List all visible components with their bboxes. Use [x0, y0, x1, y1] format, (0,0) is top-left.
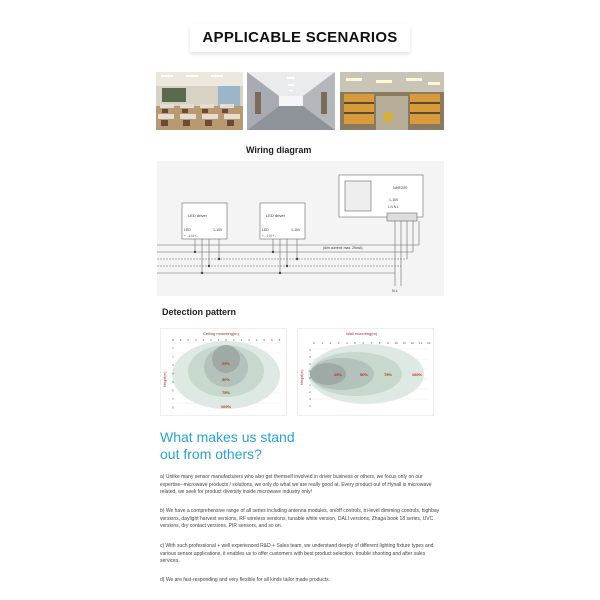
- driver-label-2: LED driver: [266, 213, 285, 218]
- warehouse-photo: [340, 72, 444, 130]
- ceiling-zone-label: 50%: [221, 377, 231, 382]
- ceiling-x-tick: 2: [240, 338, 243, 342]
- classroom-photo: [156, 72, 243, 130]
- led-label-1: LED: [184, 228, 191, 232]
- run-note: (dim current: max. 20mA): [323, 246, 363, 250]
- wall-y-label: Height(m): [300, 369, 304, 385]
- wall-zone-label: 75%: [383, 372, 393, 377]
- ceiling-x-tick: 5: [187, 338, 190, 342]
- ceiling-y-tick: 3: [172, 363, 174, 367]
- ceiling-y-label: Height(m): [163, 371, 167, 387]
- ceiling-y-tick: 4: [172, 371, 174, 376]
- ceiling-x-tick: 4: [255, 338, 258, 342]
- wall-y-tick: 2: [309, 362, 311, 366]
- ceiling-x-tick: 4: [194, 338, 197, 342]
- wall-zone-label: 100%: [411, 372, 423, 377]
- wall-x-tick: 4: [345, 341, 348, 345]
- ceiling-y-tick: 7: [172, 397, 174, 401]
- page-title: APPLICABLE SCENARIOS: [190, 24, 410, 52]
- ceiling-y-tick: 5: [172, 380, 174, 384]
- ceiling-x-tick: 8: [172, 338, 174, 342]
- mains-label: N L: [392, 289, 398, 293]
- wall-x-tick: 6: [362, 341, 365, 345]
- wall-x-tick: 1: [321, 341, 324, 345]
- about-heading-line1: What makes us stand: [160, 429, 295, 445]
- dim-label-1: 1-10V: [213, 228, 223, 232]
- wall-y-tick: 4: [309, 348, 311, 352]
- ceiling-x-tick: 5: [263, 338, 266, 342]
- ceiling-x-tick: 6: [270, 338, 273, 342]
- ceiling-y-tick: 8: [172, 405, 174, 410]
- wall-x-tick: 7: [370, 341, 373, 345]
- ceiling-x-tick: 8: [278, 338, 281, 342]
- wall-title: Wall mounting(m): [346, 331, 378, 336]
- paragraph-d: d) We are fast-responding and very flexible for all kinds tailor made products.: [160, 577, 330, 583]
- sensor-pins: L N N L: [388, 205, 399, 209]
- wall-y-tick: 4: [309, 404, 311, 408]
- ceiling-zone-label: 100%: [220, 404, 232, 409]
- wall-x-tick: 12: [410, 341, 415, 345]
- wall-y-tick: 3: [309, 355, 311, 359]
- about-heading-line2: out from others?: [160, 446, 262, 462]
- wall-x-tick: 8: [378, 341, 381, 345]
- paragraph-b: b) We have a comprehensive range of all series including antenna modules, on/off controls, tri-level dimming controls, highbay versions, daylight harvest versions, RF wireless versions, tunable white version, DALI versions, Zhaga book 18 series, UVC versions, dry contact versions, PIR sensors, and so on.: [160, 508, 440, 530]
- ceiling-x-tick: 3: [202, 338, 205, 342]
- paragraph-c: c) With such professional + well experienced R&D + Sales team, we understand deeply of different lighting fixture types and various sensor applications, it enables us to offer customers with best product selection, trouble shooting and after sales services.: [160, 543, 434, 565]
- ceiling-x-tick: 0: [225, 338, 228, 342]
- wall-chart: [297, 328, 434, 416]
- wall-y-tick: 1: [309, 383, 311, 387]
- wall-x-tick: 14: [427, 341, 431, 345]
- detection-title: Detection pattern: [162, 307, 237, 317]
- ceiling-x-tick: 2: [210, 338, 212, 342]
- wall-x-tick: 2: [329, 341, 332, 345]
- ceiling-y-tick: 2: [172, 354, 174, 359]
- wall-y-tick: 0: [309, 376, 311, 380]
- led-label-2: LED: [262, 228, 269, 232]
- wall-x-tick: 3: [337, 341, 340, 345]
- ceiling-chart: [160, 328, 287, 416]
- sensor-model: NHE200: [393, 186, 408, 190]
- wall-y-tick: 3: [309, 397, 311, 401]
- wall-zone-label: 50%: [359, 372, 369, 377]
- about-heading: [160, 429, 360, 463]
- wall-x-tick: 11: [402, 341, 406, 345]
- ceiling-zone-label: 75%: [221, 390, 231, 395]
- ceiling-y-tick: 6: [172, 388, 174, 393]
- corridor-photo: [247, 72, 335, 130]
- wiring-diagram: [157, 161, 444, 296]
- wiring-title: Wiring diagram: [246, 145, 312, 155]
- wall-x-tick: 13: [418, 341, 423, 345]
- dim-label-2: 1-10V: [291, 228, 301, 232]
- pins-label-2: + - L N + -: [262, 234, 277, 238]
- ceiling-x-tick: 6: [179, 338, 182, 342]
- wall-zone-label: 25%: [333, 372, 343, 377]
- wall-x-tick: 0: [313, 341, 315, 345]
- wall-x-tick: 10: [394, 341, 398, 345]
- wall-x-tick: 5: [354, 341, 356, 345]
- ceiling-title: Ceiling mounting(m): [203, 331, 239, 336]
- sensor-dim: 1-10V: [389, 198, 399, 202]
- ceiling-zone-label: 25%: [221, 361, 231, 366]
- driver-label-1: LED driver: [188, 213, 207, 218]
- ceiling-x-tick: 1: [217, 338, 220, 342]
- ceiling-x-tick: 3: [248, 338, 250, 342]
- paragraph-a: a) Unlike many sensor manufacturers who also get themself involved in driver business or others, we focus only on our expertise--microwave products / solutions, we only do what we are really good at. Every product out of Hynall is microwave related, we seek for product diversity inside microwave industry only!: [160, 474, 432, 496]
- ceiling-y-tick: 1: [172, 346, 174, 350]
- pins-label-1: + - L N + -: [184, 234, 199, 238]
- wall-y-tick: 2: [309, 390, 311, 394]
- wall-x-tick: 9: [386, 341, 389, 345]
- ceiling-x-tick: 1: [232, 338, 235, 342]
- wall-y-tick: 1: [309, 369, 311, 373]
